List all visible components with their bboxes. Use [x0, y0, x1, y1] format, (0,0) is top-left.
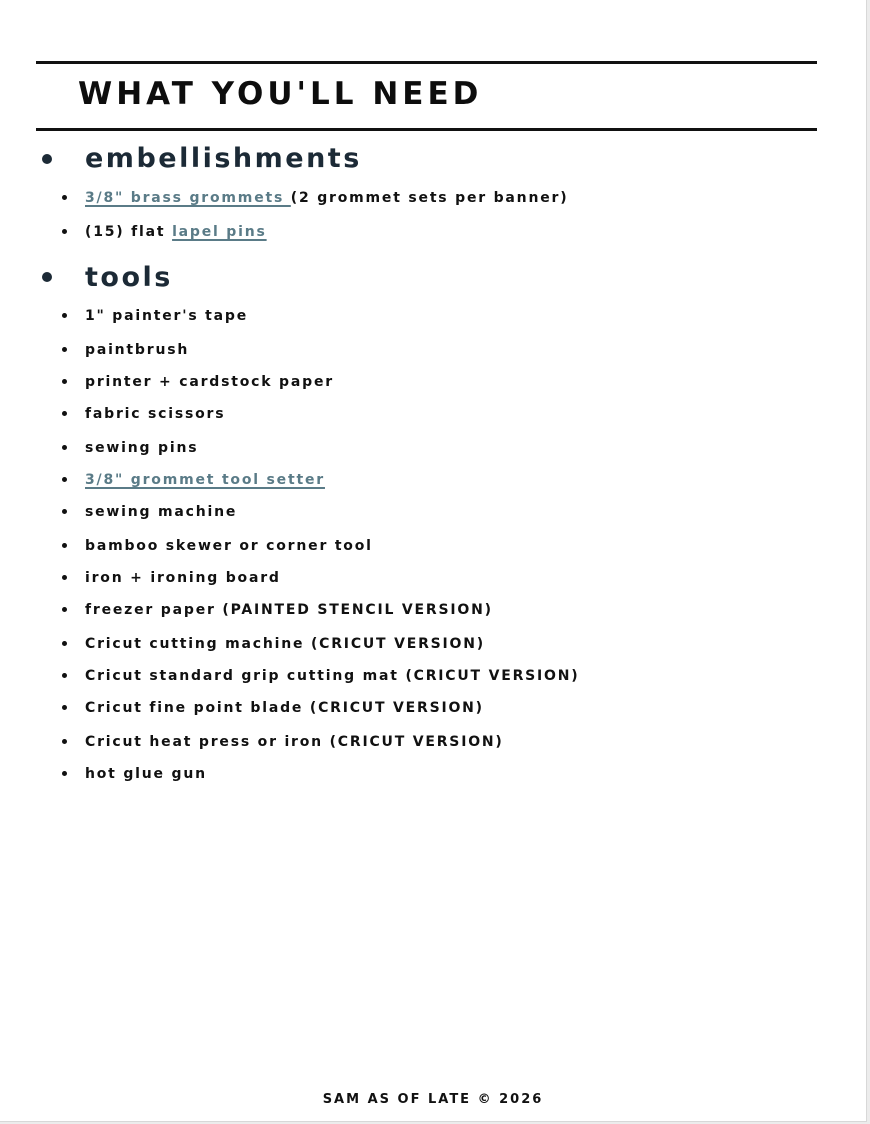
- bullet: [62, 739, 67, 744]
- list-item: [0, 188, 800, 210]
- list-item-text: Cricut standard grip cutting mat (CRICUT VERSION): [85, 668, 580, 684]
- list-item: [0, 222, 800, 244]
- bullet: [62, 641, 67, 646]
- bullet: [62, 195, 67, 200]
- bullet: [62, 229, 67, 234]
- page-title: WHAT YOU'LL NEED: [78, 76, 483, 112]
- list-item-text: Cricut cutting machine (CRICUT VERSION): [85, 636, 485, 652]
- list-item: [0, 438, 800, 460]
- list-item: [0, 764, 800, 786]
- list-item: [0, 340, 800, 362]
- list-item: [0, 372, 800, 394]
- list-item-note: (2 grommet sets per banner): [290, 190, 569, 206]
- bullet: [62, 411, 67, 416]
- list-item: [0, 470, 800, 492]
- list-item-text: [85, 188, 568, 208]
- list-item: [0, 536, 800, 558]
- list-item: [0, 306, 800, 328]
- list-item: [0, 634, 800, 656]
- bullet: [62, 445, 67, 450]
- list-item-text: [85, 470, 325, 490]
- list-item-text: freezer paper (PAINTED STENCIL VERSION): [85, 602, 493, 618]
- title-top-rule: [36, 61, 817, 64]
- bullet: [62, 607, 67, 612]
- brass-grommets-link[interactable]: 3/8" brass grommets: [85, 190, 291, 206]
- bullet: [62, 705, 67, 710]
- list-item: [0, 698, 800, 720]
- list-item-text: fabric scissors: [85, 406, 226, 422]
- list-item: [0, 502, 800, 524]
- list-item-text: Cricut fine point blade (CRICUT VERSION): [85, 700, 484, 716]
- list-item-text: hot glue gun: [85, 766, 207, 782]
- list-item-text: bamboo skewer or corner tool: [85, 538, 373, 554]
- section-bullet: [42, 272, 52, 282]
- list-item-prefix: (15) flat: [85, 224, 173, 240]
- list-item-text: iron + ironing board: [85, 570, 281, 586]
- grommet-tool-setter-link[interactable]: 3/8" grommet tool setter: [85, 472, 325, 488]
- bullet: [62, 673, 67, 678]
- section-heading: tools: [85, 262, 173, 293]
- bullet: [62, 575, 67, 580]
- list-item-text: paintbrush: [85, 342, 190, 358]
- lapel-pins-link[interactable]: lapel pins: [172, 224, 267, 240]
- bullet: [62, 543, 67, 548]
- list-item: [0, 404, 800, 426]
- list-item-text: printer + cardstock paper: [85, 374, 334, 390]
- list-item: [0, 732, 800, 754]
- bullet: [62, 771, 67, 776]
- list-item: [0, 600, 800, 622]
- bullet: [62, 509, 67, 514]
- list-item-text: 1" painter's tape: [85, 308, 248, 324]
- list-item: [0, 666, 800, 688]
- list-item-text: Cricut heat press or iron (CRICUT VERSION): [85, 734, 504, 750]
- bullet: [62, 477, 67, 482]
- list-item-text: [85, 222, 267, 242]
- bullet: [62, 347, 67, 352]
- list-item-text: sewing machine: [85, 504, 238, 520]
- list-item-text: sewing pins: [85, 440, 199, 456]
- bullet: [62, 313, 67, 318]
- section-heading: embellishments: [85, 143, 362, 174]
- list-item: [0, 568, 800, 590]
- bullet: [62, 379, 67, 384]
- title-bottom-rule: [36, 128, 817, 131]
- page-footer: SAM AS OF LATE © 2026: [322, 1092, 544, 1107]
- section-bullet: [42, 154, 52, 164]
